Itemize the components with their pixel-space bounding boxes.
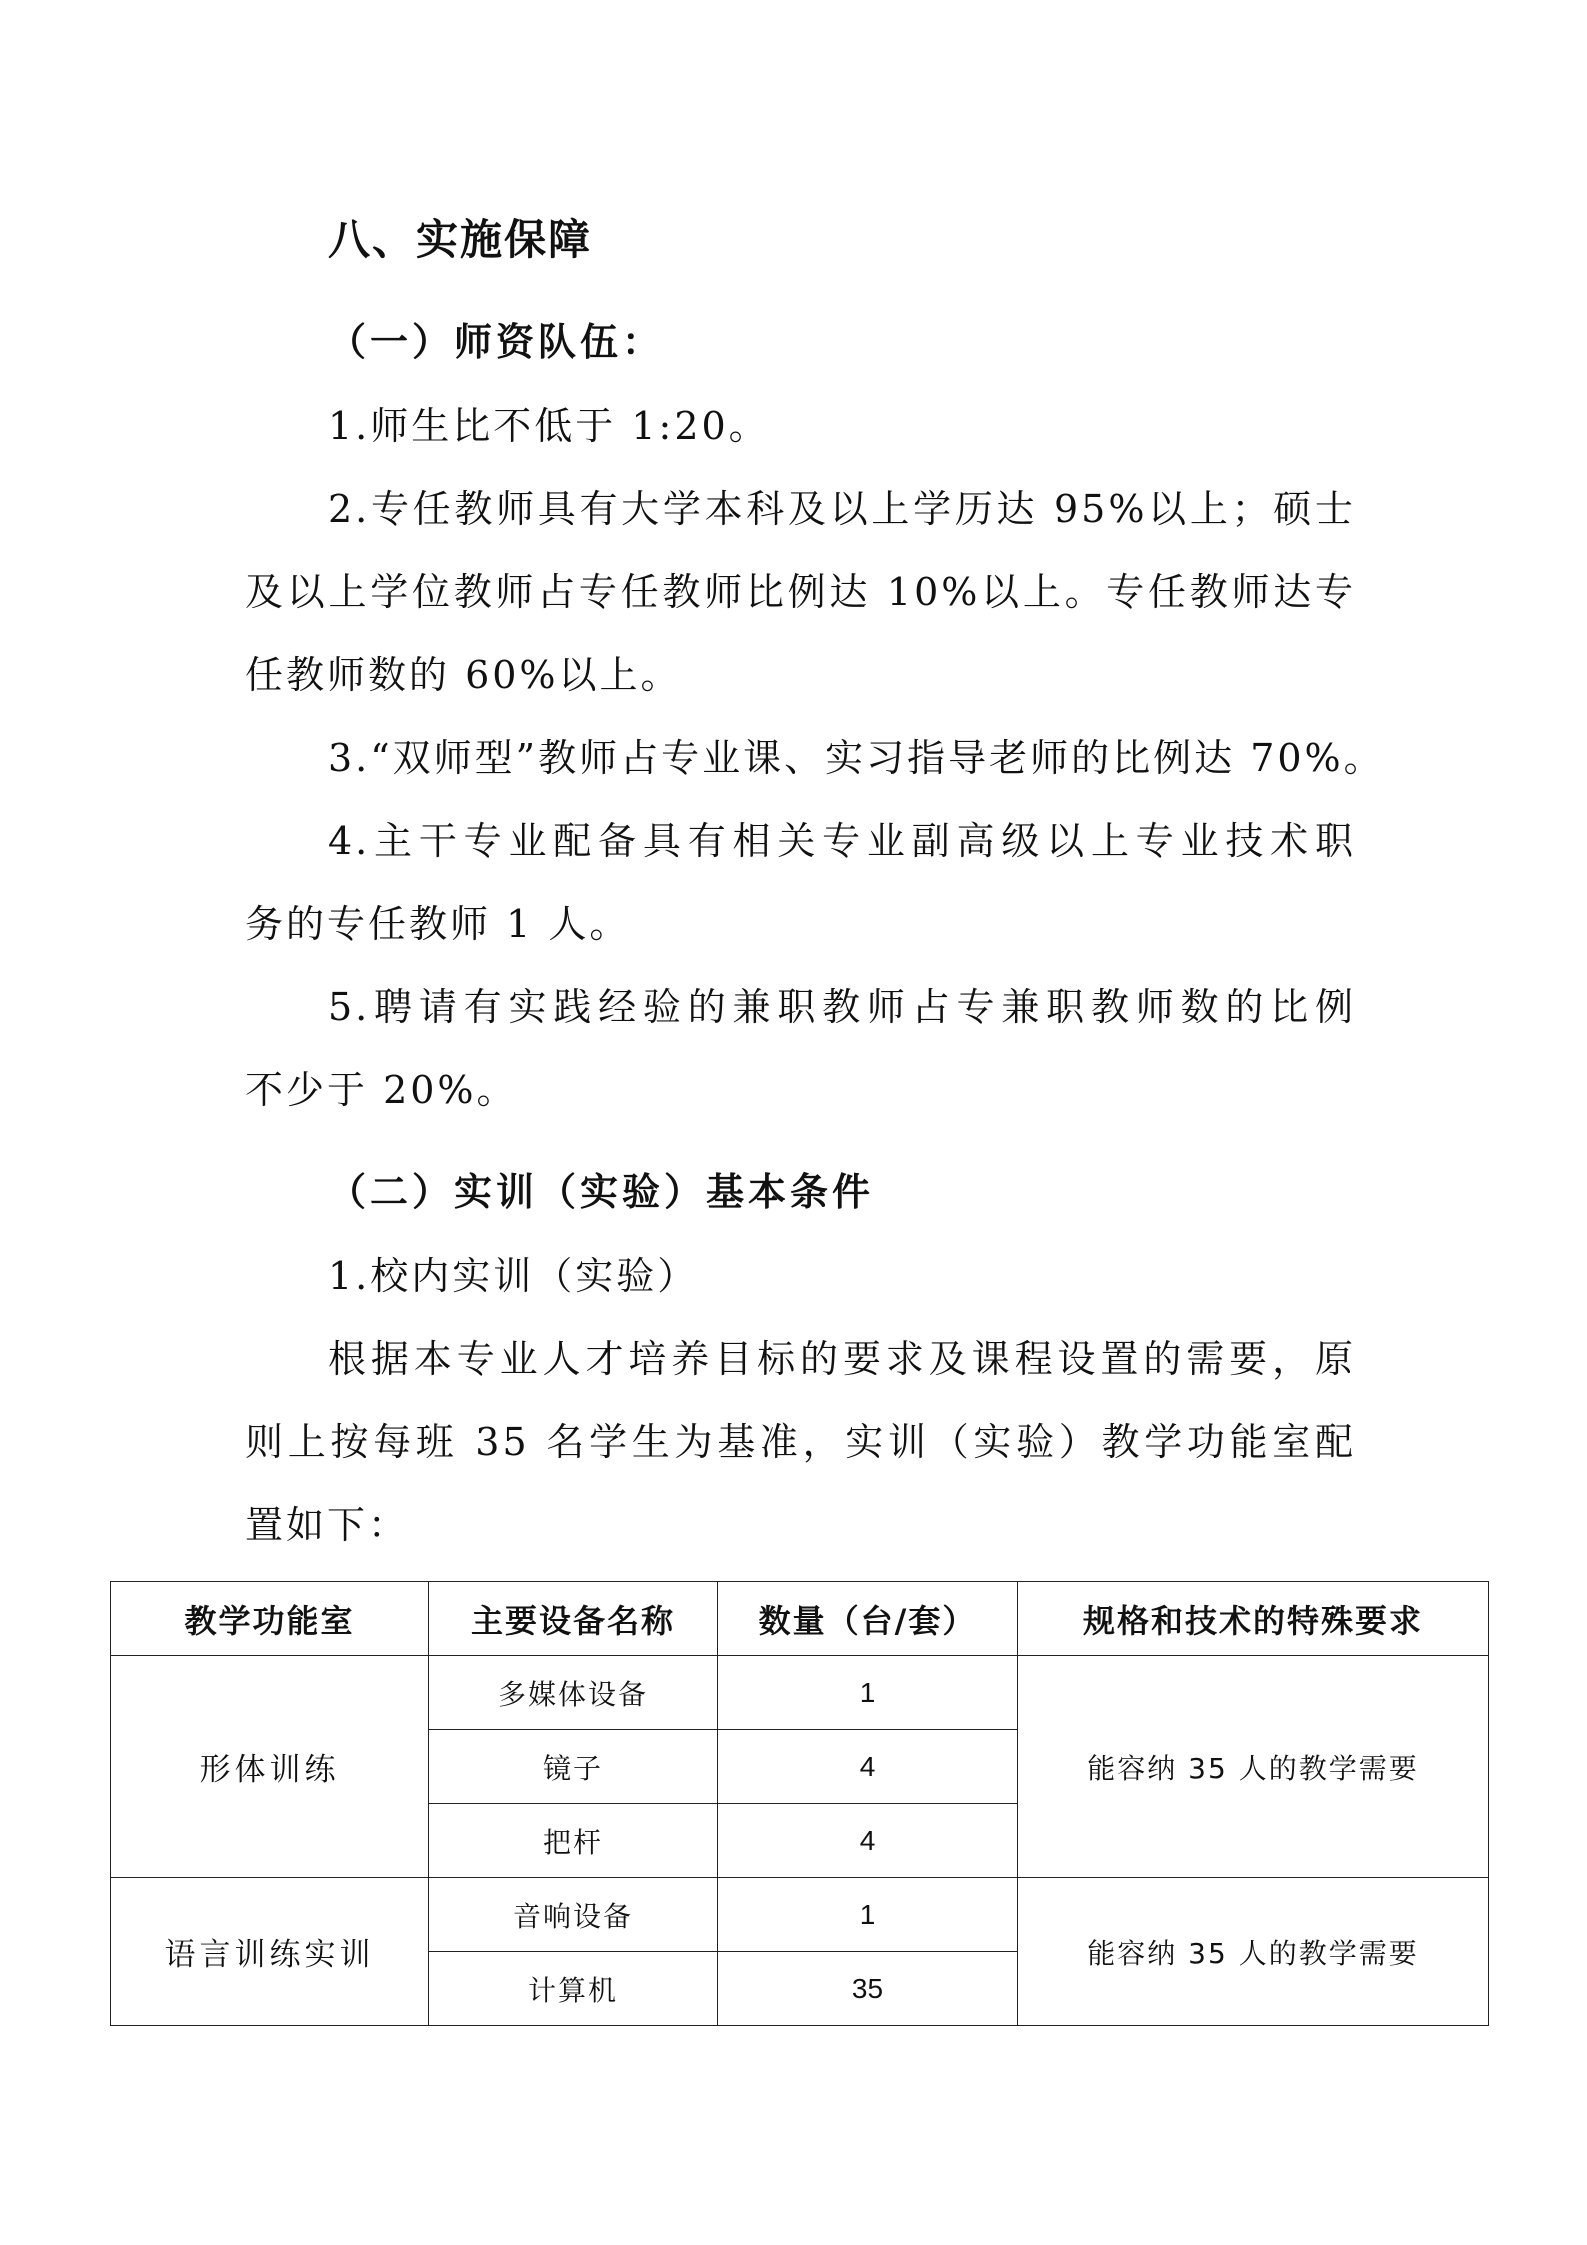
quantity-cell: 35 (718, 1952, 1018, 2026)
teachers-heading: （一）师资队伍： (328, 320, 665, 364)
equipment-cell: 计算机 (429, 1952, 718, 2026)
teachers-item-2-line-1: 2.专任教师具有大学本科及以上学历达 95%以上；硕士 (328, 487, 1356, 531)
quantity-cell: 1 (718, 1656, 1018, 1730)
section-title: 八、实施保障 (328, 215, 593, 264)
teachers-item-5-line-1: 5.聘请有实践经验的兼职教师占专兼职教师数的比例 (328, 985, 1356, 1029)
equipment-cell: 多媒体设备 (429, 1656, 718, 1730)
teachers-item-1: 1.师生比不低于 1:20。 (328, 404, 770, 448)
requirement-cell: 能容纳 35 人的教学需要 (1018, 1878, 1489, 2026)
teachers-item-4-line-1: 4.主干专业配备具有相关专业副高级以上专业技术职 (328, 819, 1356, 863)
room-cell: 语言训练实训 (111, 1878, 429, 2026)
table-header-row (111, 1582, 1489, 1656)
training-heading: （二）实训（实验）基本条件 (328, 1170, 875, 1214)
training-paragraph-line-1: 根据本专业人才培养目标的要求及课程设置的需要，原 (328, 1337, 1356, 1381)
header-room: 教学功能室 (111, 1582, 429, 1656)
teachers-item-5-line-2: 不少于 20%。 (245, 1068, 518, 1112)
quantity-cell: 4 (718, 1804, 1018, 1878)
quantity-cell: 4 (718, 1730, 1018, 1804)
equipment-cell: 把杆 (429, 1804, 718, 1878)
training-subheading: 1.校内实训（实验） (328, 1254, 699, 1298)
teachers-item-3: 3.“双师型”教师占专业课、实习指导老师的比例达 70%。 (328, 736, 1385, 780)
table-row (111, 1878, 1489, 1952)
teachers-item-4-line-2: 务的专任教师 1 人。 (245, 902, 631, 946)
teachers-item-2-line-3: 任教师数的 60%以上。 (245, 653, 682, 697)
header-quantity: 数量（台/套） (718, 1582, 1018, 1656)
equipment-cell: 镜子 (429, 1730, 718, 1804)
equipment-table (110, 1581, 1489, 2026)
training-paragraph-line-3: 置如下： (245, 1503, 410, 1547)
teachers-item-2-line-2: 及以上学位教师占专任教师比例达 10%以上。专任教师达专 (245, 570, 1356, 614)
requirement-cell: 能容纳 35 人的教学需要 (1018, 1656, 1489, 1878)
room-cell: 形体训练 (111, 1656, 429, 1878)
quantity-cell: 1 (718, 1878, 1018, 1952)
training-paragraph-line-2: 则上按每班 35 名学生为基准，实训（实验）教学功能室配 (245, 1420, 1356, 1464)
equipment-cell: 音响设备 (429, 1878, 718, 1952)
header-equipment: 主要设备名称 (429, 1582, 718, 1656)
table-row (111, 1656, 1489, 1730)
header-requirement: 规格和技术的特殊要求 (1018, 1582, 1489, 1656)
